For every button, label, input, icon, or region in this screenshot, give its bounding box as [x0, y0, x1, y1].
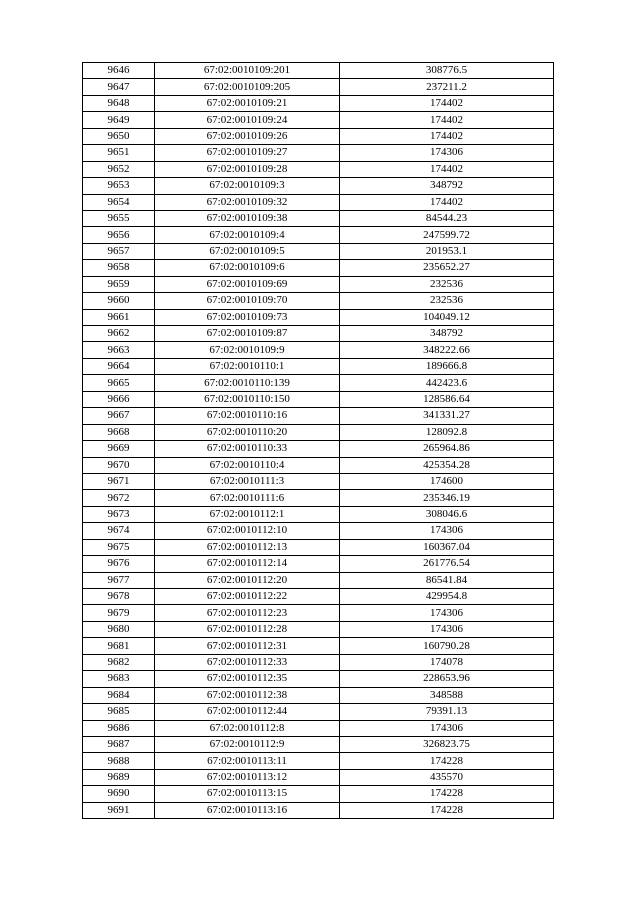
value-cell: 442423.6 — [340, 375, 554, 391]
value-cell: 235652.27 — [340, 260, 554, 276]
cadastral-number-cell: 67:02:0010112:31 — [155, 638, 340, 654]
cadastral-number-cell: 67:02:0010112:10 — [155, 523, 340, 539]
value-cell: 435570 — [340, 769, 554, 785]
table-row — [83, 671, 554, 687]
value-cell: 228653.96 — [340, 671, 554, 687]
value-cell: 174228 — [340, 786, 554, 802]
cadastral-number-cell: 67:02:0010109:6 — [155, 260, 340, 276]
cadastral-number-cell: 67:02:0010110:150 — [155, 391, 340, 407]
cadastral-number-cell: 67:02:0010109:73 — [155, 309, 340, 325]
table-row — [83, 523, 554, 539]
table-row — [83, 424, 554, 440]
value-cell: 84544.23 — [340, 210, 554, 226]
cadastral-number-cell: 67:02:0010109:69 — [155, 276, 340, 292]
value-cell: 348792 — [340, 326, 554, 342]
value-cell: 348222.66 — [340, 342, 554, 358]
table-row — [83, 326, 554, 342]
table-row — [83, 128, 554, 144]
cadastral-number-cell: 67:02:0010112:28 — [155, 621, 340, 637]
table-body — [83, 63, 554, 819]
value-cell: 160367.04 — [340, 539, 554, 555]
cadastral-number-cell: 67:02:0010110:1 — [155, 358, 340, 374]
row-number-cell: 9690 — [83, 786, 155, 802]
row-number-cell: 9658 — [83, 260, 155, 276]
row-number-cell: 9653 — [83, 178, 155, 194]
cadastral-number-cell: 67:02:0010110:139 — [155, 375, 340, 391]
cadastral-number-cell: 67:02:0010109:27 — [155, 145, 340, 161]
table-row — [83, 605, 554, 621]
row-number-cell: 9688 — [83, 753, 155, 769]
value-cell: 425354.28 — [340, 457, 554, 473]
table-row — [83, 260, 554, 276]
cadastral-number-cell: 67:02:0010113:15 — [155, 786, 340, 802]
row-number-cell: 9655 — [83, 210, 155, 226]
table-row — [83, 227, 554, 243]
row-number-cell: 9687 — [83, 736, 155, 752]
cadastral-number-cell: 67:02:0010110:16 — [155, 408, 340, 424]
row-number-cell: 9656 — [83, 227, 155, 243]
table-row — [83, 556, 554, 572]
value-cell: 174402 — [340, 95, 554, 111]
table-row — [83, 539, 554, 555]
value-cell: 174402 — [340, 112, 554, 128]
row-number-cell: 9685 — [83, 704, 155, 720]
cadastral-number-cell: 67:02:0010113:12 — [155, 769, 340, 785]
row-number-cell: 9654 — [83, 194, 155, 210]
cadastral-number-cell: 67:02:0010109:70 — [155, 293, 340, 309]
cadastral-number-cell: 67:02:0010109:87 — [155, 326, 340, 342]
table-row — [83, 178, 554, 194]
cadastral-number-cell: 67:02:0010109:38 — [155, 210, 340, 226]
table-row — [83, 161, 554, 177]
row-number-cell: 9666 — [83, 391, 155, 407]
table-row — [83, 309, 554, 325]
table-row — [83, 589, 554, 605]
row-number-cell: 9663 — [83, 342, 155, 358]
cadastral-number-cell: 67:02:0010110:33 — [155, 441, 340, 457]
table-row — [83, 769, 554, 785]
table-row — [83, 342, 554, 358]
value-cell: 174078 — [340, 654, 554, 670]
cadastral-number-cell: 67:02:0010109:4 — [155, 227, 340, 243]
value-cell: 174228 — [340, 753, 554, 769]
value-cell: 128586.64 — [340, 391, 554, 407]
value-cell: 174402 — [340, 194, 554, 210]
value-cell: 348588 — [340, 687, 554, 703]
table-row — [83, 63, 554, 79]
table-row — [83, 638, 554, 654]
table-row — [83, 473, 554, 489]
row-number-cell: 9679 — [83, 605, 155, 621]
cadastral-number-cell: 67:02:0010112:9 — [155, 736, 340, 752]
table-row — [83, 704, 554, 720]
cadastral-number-cell: 67:02:0010109:28 — [155, 161, 340, 177]
row-number-cell: 9660 — [83, 293, 155, 309]
table-row — [83, 654, 554, 670]
table-row — [83, 293, 554, 309]
table-row — [83, 572, 554, 588]
row-number-cell: 9673 — [83, 506, 155, 522]
row-number-cell: 9678 — [83, 589, 155, 605]
value-cell: 174306 — [340, 145, 554, 161]
value-cell: 174306 — [340, 523, 554, 539]
value-cell: 232536 — [340, 293, 554, 309]
value-cell: 174402 — [340, 128, 554, 144]
row-number-cell: 9670 — [83, 457, 155, 473]
table-row — [83, 802, 554, 818]
value-cell: 247599.72 — [340, 227, 554, 243]
cadastral-number-cell: 67:02:0010113:11 — [155, 753, 340, 769]
cadastral-number-cell: 67:02:0010112:22 — [155, 589, 340, 605]
cadastral-number-cell: 67:02:0010109:5 — [155, 243, 340, 259]
value-cell: 341331.27 — [340, 408, 554, 424]
row-number-cell: 9677 — [83, 572, 155, 588]
cadastral-number-cell: 67:02:0010112:35 — [155, 671, 340, 687]
table-row — [83, 276, 554, 292]
value-cell: 174228 — [340, 802, 554, 818]
table-row — [83, 375, 554, 391]
value-cell: 265964.86 — [340, 441, 554, 457]
value-cell: 174306 — [340, 720, 554, 736]
row-number-cell: 9652 — [83, 161, 155, 177]
table-row — [83, 786, 554, 802]
row-number-cell: 9669 — [83, 441, 155, 457]
row-number-cell: 9646 — [83, 63, 155, 79]
row-number-cell: 9659 — [83, 276, 155, 292]
table-row — [83, 687, 554, 703]
row-number-cell: 9675 — [83, 539, 155, 555]
value-cell: 429954.8 — [340, 589, 554, 605]
cadastral-number-cell: 67:02:0010109:9 — [155, 342, 340, 358]
table-row — [83, 720, 554, 736]
row-number-cell: 9684 — [83, 687, 155, 703]
row-number-cell: 9662 — [83, 326, 155, 342]
row-number-cell: 9648 — [83, 95, 155, 111]
cadastral-number-cell: 67:02:0010112:38 — [155, 687, 340, 703]
table-row — [83, 457, 554, 473]
row-number-cell: 9686 — [83, 720, 155, 736]
cadastral-number-cell: 67:02:0010112:20 — [155, 572, 340, 588]
row-number-cell: 9657 — [83, 243, 155, 259]
table-row — [83, 95, 554, 111]
cadastral-number-cell: 67:02:0010110:20 — [155, 424, 340, 440]
cadastral-number-cell: 67:02:0010112:1 — [155, 506, 340, 522]
cadastral-number-cell: 67:02:0010109:201 — [155, 63, 340, 79]
cadastral-number-cell: 67:02:0010109:26 — [155, 128, 340, 144]
value-cell: 86541.84 — [340, 572, 554, 588]
row-number-cell: 9680 — [83, 621, 155, 637]
value-cell: 104049.12 — [340, 309, 554, 325]
value-cell: 232536 — [340, 276, 554, 292]
value-cell: 174600 — [340, 473, 554, 489]
table-row — [83, 441, 554, 457]
value-cell: 308776.5 — [340, 63, 554, 79]
table-row — [83, 145, 554, 161]
row-number-cell: 9650 — [83, 128, 155, 144]
value-cell: 128092.8 — [340, 424, 554, 440]
cadastral-number-cell: 67:02:0010109:205 — [155, 79, 340, 95]
value-cell: 237211.2 — [340, 79, 554, 95]
cadastral-value-table — [82, 62, 554, 819]
value-cell: 235346.19 — [340, 490, 554, 506]
cadastral-number-cell: 67:02:0010109:24 — [155, 112, 340, 128]
value-cell: 326823.75 — [340, 736, 554, 752]
row-number-cell: 9665 — [83, 375, 155, 391]
table-row — [83, 358, 554, 374]
table-row — [83, 391, 554, 407]
row-number-cell: 9683 — [83, 671, 155, 687]
row-number-cell: 9672 — [83, 490, 155, 506]
table-row — [83, 490, 554, 506]
table-row — [83, 408, 554, 424]
value-cell: 308046.6 — [340, 506, 554, 522]
value-cell: 174402 — [340, 161, 554, 177]
row-number-cell: 9689 — [83, 769, 155, 785]
value-cell: 174306 — [340, 621, 554, 637]
cadastral-number-cell: 67:02:0010109:3 — [155, 178, 340, 194]
value-cell: 201953.1 — [340, 243, 554, 259]
value-cell: 174306 — [340, 605, 554, 621]
row-number-cell: 9681 — [83, 638, 155, 654]
table-row — [83, 112, 554, 128]
cadastral-number-cell: 67:02:0010112:33 — [155, 654, 340, 670]
cadastral-number-cell: 67:02:0010112:8 — [155, 720, 340, 736]
table-row — [83, 194, 554, 210]
table-row — [83, 243, 554, 259]
row-number-cell: 9671 — [83, 473, 155, 489]
row-number-cell: 9661 — [83, 309, 155, 325]
table-row — [83, 210, 554, 226]
cadastral-number-cell: 67:02:0010109:32 — [155, 194, 340, 210]
cadastral-number-cell: 67:02:0010111:6 — [155, 490, 340, 506]
row-number-cell: 9649 — [83, 112, 155, 128]
row-number-cell: 9664 — [83, 358, 155, 374]
row-number-cell: 9691 — [83, 802, 155, 818]
cadastral-number-cell: 67:02:0010112:23 — [155, 605, 340, 621]
cadastral-number-cell: 67:02:0010111:3 — [155, 473, 340, 489]
value-cell: 160790.28 — [340, 638, 554, 654]
row-number-cell: 9667 — [83, 408, 155, 424]
cadastral-number-cell: 67:02:0010112:44 — [155, 704, 340, 720]
table-row — [83, 79, 554, 95]
cadastral-number-cell: 67:02:0010112:14 — [155, 556, 340, 572]
table-row — [83, 736, 554, 752]
cadastral-number-cell: 67:02:0010109:21 — [155, 95, 340, 111]
table-row — [83, 506, 554, 522]
row-number-cell: 9674 — [83, 523, 155, 539]
row-number-cell: 9651 — [83, 145, 155, 161]
cadastral-number-cell: 67:02:0010110:4 — [155, 457, 340, 473]
cadastral-number-cell: 67:02:0010113:16 — [155, 802, 340, 818]
value-cell: 348792 — [340, 178, 554, 194]
table-row — [83, 621, 554, 637]
row-number-cell: 9682 — [83, 654, 155, 670]
row-number-cell: 9647 — [83, 79, 155, 95]
value-cell: 261776.54 — [340, 556, 554, 572]
cadastral-number-cell: 67:02:0010112:13 — [155, 539, 340, 555]
value-cell: 189666.8 — [340, 358, 554, 374]
value-cell: 79391.13 — [340, 704, 554, 720]
table-row — [83, 753, 554, 769]
row-number-cell: 9668 — [83, 424, 155, 440]
row-number-cell: 9676 — [83, 556, 155, 572]
